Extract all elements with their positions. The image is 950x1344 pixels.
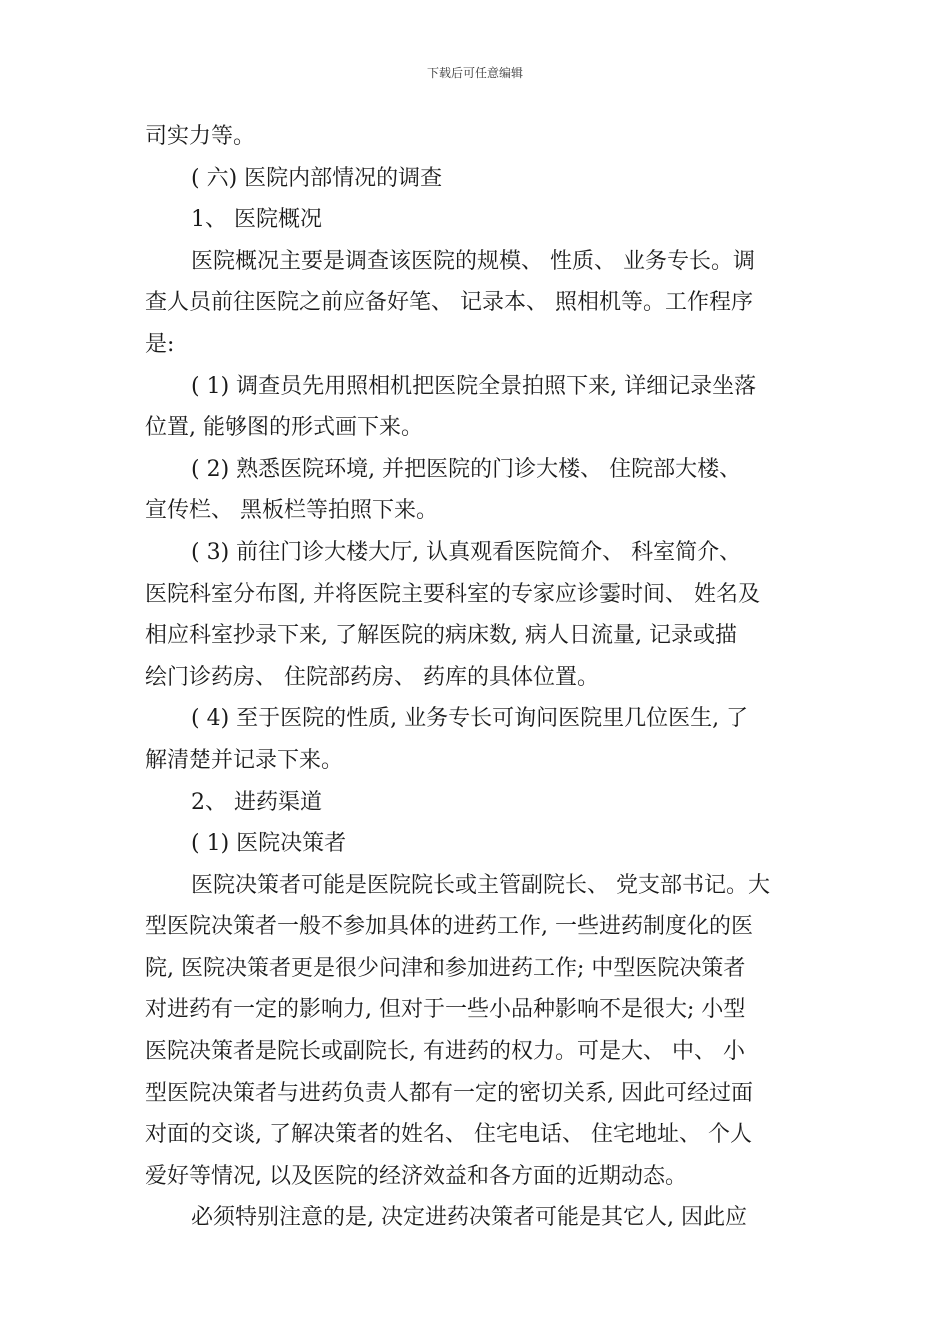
text-line: 解清楚并记录下来。 [145,747,344,773]
text-line: 医院决策者是院长或副院长, 有进药的权力。可是大、 中、 小 [145,1039,745,1065]
text-line: 位置, 能够图的形式画下来。 [145,415,423,441]
text-line: 对进药有一定的影响力, 但对于一些小品种影响不是很大; 小型 [145,997,746,1023]
text-line: 宣传栏、 黑板栏等拍照下来。 [145,498,438,524]
text-line: 院, 医院决策者更是很少问津和参加进药工作; 中型医院决策者 [145,955,746,981]
text-line: 查人员前往医院之前应备好笔、 记录本、 照相机等。工作程序 [145,290,753,316]
subsection-heading: 2、 进药渠道 [191,789,322,815]
text-line: 司实力等。 [145,124,256,149]
document-body [145,116,810,1239]
text-line: 对面的交谈, 了解决策者的姓名、 住宅电话、 住宅地址、 个人 [145,1122,752,1148]
text-line: 型医院决策者一般不参加具体的进药工作, 一些进药制度化的医 [145,914,753,940]
page-header: 下载后可任意编辑 [426,66,523,80]
text-line: 必须特别注意的是, 决定进药决策者可能是其它人, 因此应 [191,1205,747,1231]
section-heading: ( 六) 医院内部情况的调查 [191,165,443,191]
text-line: 绘门诊药房、 住院部药房、 药库的具体位置。 [145,664,599,690]
text-line: 型医院决策者与进药负责人都有一定的密切关系, 因此可经过面 [145,1080,753,1106]
text-line: 相应科室抄录下来, 了解医院的病床数, 病人日流量, 记录或描 [145,623,737,649]
text-line: 医院决策者可能是医院院长或主管副院长、 党支部书记。大 [191,872,770,898]
subsection-heading: 1、 医院概况 [191,207,322,233]
list-item: ( 4) 至于医院的性质, 业务专长可询问医院里几位医生, 了 [191,706,749,732]
list-item: ( 1) 医院决策者 [191,831,347,857]
text-line: 是: [145,331,175,357]
list-item: ( 2) 熟悉医院环境, 并把医院的门诊大楼、 住院部大楼、 [191,456,742,482]
list-item: ( 1) 调查员先用照相机把医院全景拍照下来, 详细记录坐落 [191,373,757,399]
text-line: 医院科室分布图, 并将医院主要科室的专家应诊霎时间、 姓名及 [145,581,760,607]
text-line: 医院概况主要是调查该医院的规模、 性质、 业务专长。调 [191,248,755,274]
list-item: ( 3) 前往门诊大楼大厅, 认真观看医院简介、 科室简介、 [191,539,742,565]
text-line: 爱好等情况, 以及医院的经济效益和各方面的近期动态。 [145,1163,687,1189]
